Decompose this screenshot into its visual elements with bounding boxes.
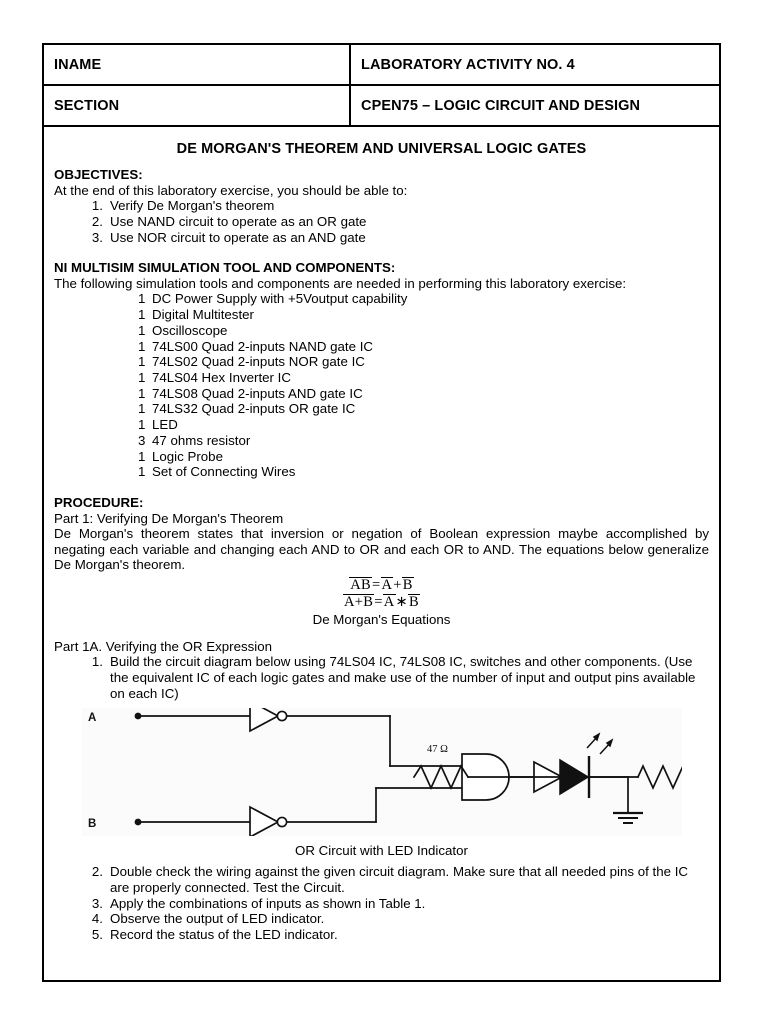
equation-1-equals: = (372, 576, 381, 593)
component-qty: 1 (138, 417, 146, 433)
circuit-overlay-svg (82, 708, 682, 836)
list-item (54, 230, 709, 246)
document-body (44, 167, 719, 943)
equation-2-rhs-b: B (408, 593, 419, 610)
header-row-name (44, 45, 719, 85)
list-text: Double check the wiring against the given circuit diagram. Make sure that all needed pins of the IC are properly connected. Test the Circuit. (110, 864, 688, 895)
component-row (54, 417, 709, 433)
led-emission-arrows (587, 734, 612, 754)
component-desc: 74LS02 Quad 2-inputs NOR gate IC (152, 354, 365, 370)
equation-2-times: ∗ (395, 593, 408, 610)
procedure-steps-list (54, 864, 709, 943)
header-row-section (44, 85, 719, 126)
part1a-title: Part 1A. Verifying the OR Expression (54, 638, 273, 654)
led-triangle (560, 760, 588, 794)
component-qty: 1 (138, 291, 146, 307)
component-qty: 1 (138, 354, 146, 370)
component-row (54, 291, 709, 307)
component-row (54, 307, 709, 323)
equation-2-rhs-a: A (383, 593, 395, 610)
page-title: DE MORGAN'S THEOREM AND UNIVERSAL LOGIC GATES (176, 141, 587, 157)
header-cell-course: CPEN75 – LOGIC CIRCUIT AND DESIGN (350, 85, 719, 126)
component-row (54, 449, 709, 465)
component-row (54, 386, 709, 402)
procedure-heading: PROCEDURE: (54, 494, 144, 510)
component-desc: 74LS00 Quad 2-inputs NAND gate IC (152, 338, 374, 354)
component-desc: LED (152, 417, 178, 433)
component-desc: Set of Connecting Wires (152, 464, 296, 480)
figure-caption: OR Circuit with LED Indicator (295, 842, 468, 858)
equation-1-plus: + (393, 576, 402, 593)
objectives-heading: OBJECTIVES: (54, 167, 143, 182)
components-list (54, 291, 709, 479)
part1-title: Part 1: Verifying De Morgan's Theorem (54, 510, 284, 526)
component-qty: 1 (138, 370, 146, 385)
list-item (54, 198, 709, 214)
circuit-overlay (82, 708, 682, 836)
list-text: Verify De Morgan's theorem (110, 198, 275, 214)
list-number: 1. (91, 198, 103, 214)
equations-caption: De Morgan's Equations (312, 611, 451, 627)
objectives-intro: At the end of this laboratory exercise, you should be able to: (54, 182, 408, 198)
component-row (54, 354, 709, 370)
component-row (54, 323, 709, 339)
component-desc: Logic Probe (152, 448, 223, 464)
list-item (54, 896, 709, 912)
list-number: 5. (91, 927, 103, 942)
components-intro: The following simulation tools and components are needed in performing this laboratory exercise: (54, 275, 627, 291)
list-number: 1. (91, 654, 103, 670)
component-qty: 1 (138, 307, 146, 323)
part1a-step1-list (54, 654, 709, 701)
list-text: Record the status of the LED indicator. (110, 927, 338, 942)
header-cell-section: SECTION (44, 85, 350, 126)
list-text: Observe the output of LED indicator. (110, 911, 325, 927)
equation-1-lhs: AB (350, 576, 372, 593)
objectives-list (54, 198, 709, 245)
equation-2-equals: = (374, 593, 383, 610)
component-qty: 1 (138, 401, 146, 417)
header-table (44, 45, 719, 127)
component-desc: Oscilloscope (152, 322, 228, 338)
component-qty: 1 (138, 385, 146, 401)
header-cell-activity: LABORATORY ACTIVITY NO. 4 (350, 45, 719, 85)
equation-2-lhs: A+B (344, 593, 374, 610)
list-item (54, 214, 709, 230)
component-qty: 3 (138, 432, 146, 448)
component-desc: 74LS08 Quad 2-inputs AND gate IC (152, 385, 363, 401)
list-text: Use NAND circuit to operate as an OR gate (110, 213, 367, 229)
list-number: 2. (91, 213, 103, 229)
part1-body: De Morgan's theorem states that inversion or negation of Boolean expression maybe accomplished by negating each variable and changing each AND to OR and each OR to AND. The equations below generalize De Morgan's theorem. (54, 526, 709, 573)
list-text: Apply the combinations of inputs as shown in Table 1. (110, 895, 426, 911)
component-desc: 74LS32 Quad 2-inputs OR gate IC (152, 401, 356, 417)
component-qty: 1 (138, 338, 146, 354)
list-number: 3. (91, 895, 103, 911)
list-number: 3. (91, 229, 103, 245)
ground-symbol (613, 813, 643, 823)
component-desc: 47 ohms resistor (152, 432, 251, 448)
document-page (42, 43, 721, 982)
component-desc: Digital Multitester (152, 307, 254, 323)
component-desc: DC Power Supply with +5Voutput capability (152, 291, 408, 307)
component-qty: 1 (138, 464, 146, 480)
list-item (54, 864, 709, 895)
list-number: 2. (91, 864, 103, 880)
header-cell-iname: INAME (44, 45, 350, 85)
equation-1-rhs-b: B (402, 576, 413, 593)
component-row (54, 433, 709, 449)
circuit-figure (54, 702, 709, 859)
component-qty: 1 (138, 448, 146, 464)
component-row (54, 339, 709, 355)
list-number: 4. (91, 911, 103, 927)
list-text: Use NOR circuit to operate as an AND gate (110, 229, 366, 245)
list-text: Build the circuit diagram below using 74LS04 IC, 74LS08 IC, switches and other components. (Use the equivalent IC of each logic gates and make use of the number of input and output pins available on each IC) (110, 654, 696, 701)
list-item (54, 927, 709, 943)
list-item (54, 654, 709, 701)
resistor-label: 47 Ω (426, 743, 448, 755)
equation-2 (54, 594, 709, 611)
input-label-b: B (87, 817, 96, 830)
list-item (54, 911, 709, 927)
component-qty: 1 (138, 322, 146, 338)
input-label-a: A (87, 711, 96, 724)
equation-1 (54, 577, 709, 594)
equation-1-rhs-a: A (381, 576, 393, 593)
component-row (54, 370, 709, 386)
components-heading: NI MULTISIM SIMULATION TOOL AND COMPONENTS: (54, 260, 396, 276)
demorgan-equations (54, 573, 709, 628)
component-desc: 74LS04 Hex Inverter IC (152, 370, 291, 385)
component-row (54, 401, 709, 417)
component-row (54, 464, 709, 480)
